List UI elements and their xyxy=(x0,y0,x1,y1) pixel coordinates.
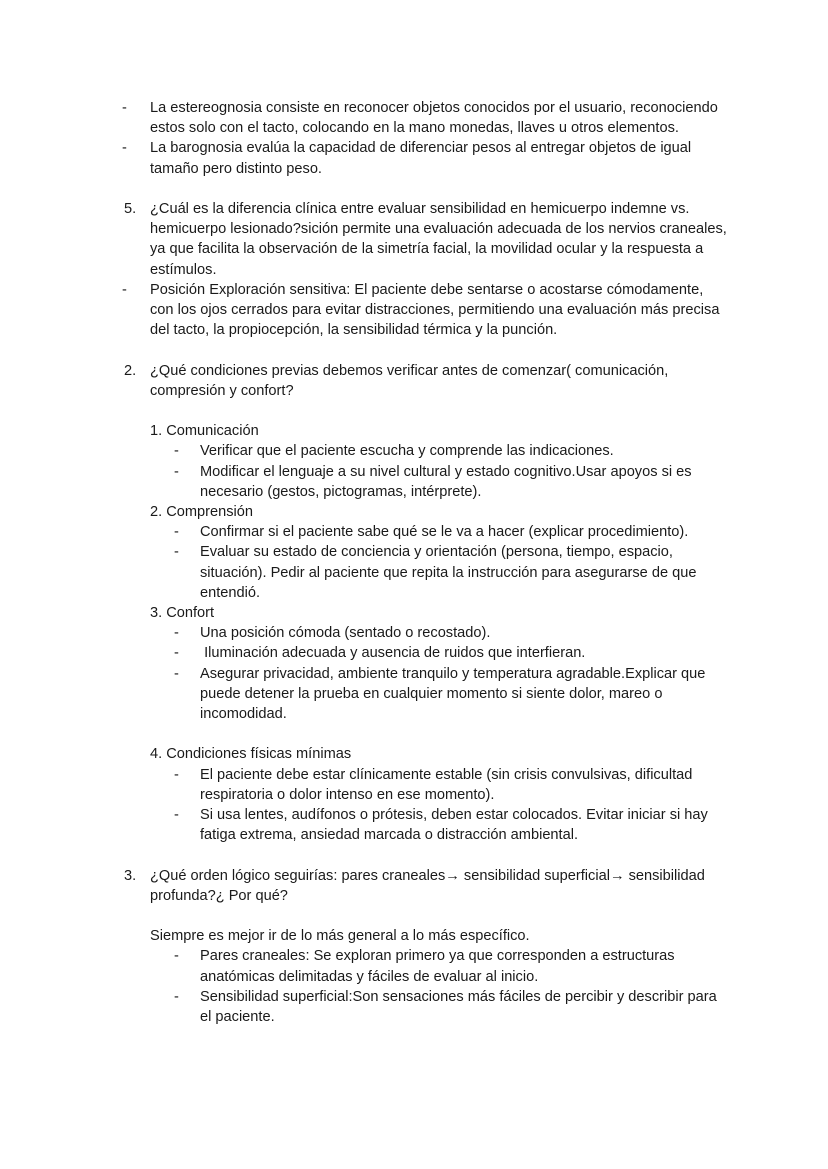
list-item xyxy=(0,98,828,138)
bullet-text: Una posición cómoda (sentado o recostado). xyxy=(200,625,491,642)
group-title-condiciones-fisicas: 4. Condiciones físicas mínimas xyxy=(150,746,352,763)
list-item xyxy=(0,441,828,461)
bullet-dash: - xyxy=(174,625,179,642)
group-title-comunicacion: 1. Comunicación xyxy=(150,423,259,440)
bullet-text: Si usa lentes, audífonos o prótesis, deben estar colocados. Evitar iniciar si hay fatiga extrema, ansiedad marcada o distracción ambiental. xyxy=(200,807,708,844)
question-number: 3. xyxy=(124,867,137,884)
list-item xyxy=(0,542,828,603)
document-page xyxy=(0,98,828,1027)
question-text: ¿Qué orden lógico seguirías: pares craneales→ sensibilidad superficial→ sensibilidad profunda?¿ Por qué? xyxy=(150,867,705,904)
bullet-dash: - xyxy=(174,665,179,682)
bullet-dash: - xyxy=(174,544,179,561)
list-item xyxy=(0,138,828,178)
bullet-dash: - xyxy=(174,988,179,1005)
bullet-dash: - xyxy=(174,807,179,824)
list-item xyxy=(0,280,828,341)
bullet-text: Evaluar su estado de conciencia y orientación (persona, tiempo, espacio, situación). Pedir al paciente que repita la instrucción para asegurarse de que entendió. xyxy=(200,544,697,601)
answer-intro: Siempre es mejor ir de lo más general a lo más específico. xyxy=(150,928,530,945)
question-text: ¿Cuál es la diferencia clínica entre evaluar sensibilidad en hemicuerpo indemne vs. hemicuerpo lesionado?sición permite una evaluación adecuada de los nervios craneales, ya que facilita la observación de la simetría facial, la movilidad ocular y la respuesta a estímulos. xyxy=(150,201,727,278)
bullet-text: Posición Exploración sensitiva: El paciente debe sentarse o acostarse cómodamente, con los ojos cerrados para evitar distracciones, permitiendo una evaluación más precisa del tacto, la propiocepción, la sensibilidad térmica y la punción. xyxy=(150,281,720,339)
list-item xyxy=(0,987,828,1027)
list-item xyxy=(0,664,828,725)
question-3 xyxy=(0,866,828,906)
group-title-confort: 3. Confort xyxy=(150,605,215,622)
bullet-dash: - xyxy=(174,463,179,480)
question-2 xyxy=(0,361,828,401)
group-title-comprension: 2. Comprensión xyxy=(150,504,254,521)
bullet-dash: - xyxy=(174,766,179,783)
bullet-text: El paciente debe estar clínicamente estable (sin crisis convulsivas, dificultad respiratoria o dolor intenso en ese momento). xyxy=(200,766,693,803)
bullet-text: Confirmar si el paciente sabe qué se le va a hacer (explicar procedimiento). xyxy=(200,524,689,541)
bullet-text: Pares craneales: Se exploran primero ya que corresponden a estructuras anatómicas delimitadas y fáciles de evaluar al inicio. xyxy=(200,948,675,985)
list-item xyxy=(0,643,828,663)
list-item xyxy=(0,946,828,986)
question-number: 5. xyxy=(124,201,137,217)
bullet-dash: - xyxy=(122,281,127,298)
list-item xyxy=(0,623,828,643)
list-item xyxy=(0,805,828,845)
question-text: ¿Qué condiciones previas debemos verificar antes de comenzar( comunicación, compresión y confort? xyxy=(150,362,669,399)
bullet-text: Asegurar privacidad, ambiente tranquilo y temperatura agradable.Explicar que puede detener la prueba en cualquier momento si siente dolor, mareo o incomodidad. xyxy=(200,665,706,723)
bullet-text: Iluminación adecuada y ausencia de ruidos que interfieran. xyxy=(200,645,586,662)
bullet-text: Modificar el lenguaje a su nivel cultural y estado cognitivo.Usar apoyos si es necesario (gestos, pictogramas, intérprete). xyxy=(200,463,692,500)
question-number: 2. xyxy=(124,362,137,379)
bullet-dash: - xyxy=(174,948,179,965)
question-5 xyxy=(0,199,828,280)
bullet-dash: - xyxy=(174,443,179,460)
bullet-dash: - xyxy=(174,645,179,662)
bullet-text: La estereognosia consiste en reconocer objetos conocidos por el usuario, reconociendo estos solo con el tacto, colocando en la mano monedas, llaves u otros elementos. xyxy=(150,100,718,137)
list-item xyxy=(0,522,828,542)
bullet-text: La barognosia evalúa la capacidad de diferenciar pesos al entregar objetos de igual tamaño pero distinto peso. xyxy=(150,140,692,177)
bullet-text: Sensibilidad superficial:Son sensaciones más fáciles de percibir y describir para el paciente. xyxy=(200,988,717,1026)
bullet-dash: - xyxy=(174,524,179,541)
bullet-text: Verificar que el paciente escucha y comprende las indicaciones. xyxy=(200,443,614,460)
list-item xyxy=(0,765,828,805)
bullet-dash: - xyxy=(122,100,127,116)
bullet-dash: - xyxy=(122,140,127,157)
list-item xyxy=(0,462,828,502)
